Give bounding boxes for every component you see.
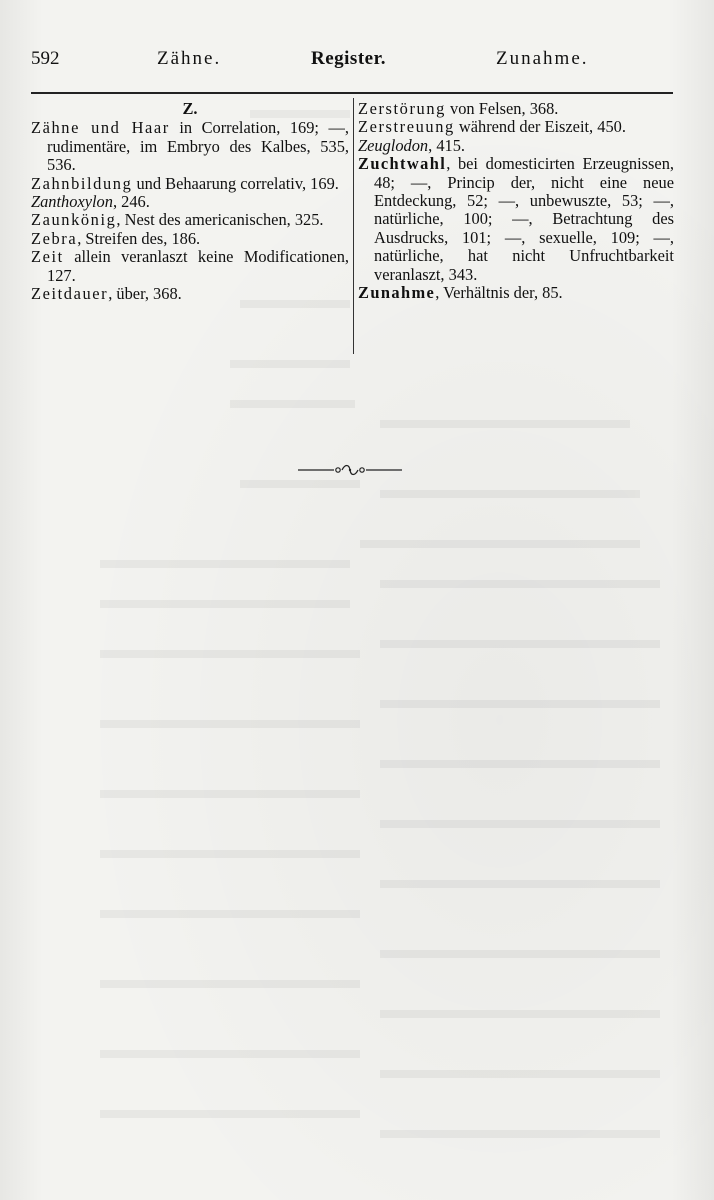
entry-headword: Zuchtwahl [358, 154, 447, 174]
entry-text: , 246. [112, 192, 150, 212]
index-entry [358, 155, 674, 284]
index-entry [358, 137, 674, 155]
entry-headword: Zaunkönig [31, 210, 117, 230]
entry-headword: Zeuglodon [358, 135, 429, 155]
header-first-word: Zähne. [157, 48, 222, 69]
entry-text: während der Eiszeit, 450. [454, 117, 626, 137]
entry-headword: Zunahme [358, 283, 436, 303]
index-entry [358, 100, 674, 118]
end-flourish-ornament [296, 460, 404, 480]
entry-headword: Zeit [31, 247, 64, 267]
index-entry [31, 248, 349, 285]
entry-text: , Streifen des, 186. [77, 228, 201, 248]
index-entry [358, 284, 674, 302]
entry-text: , 415. [428, 135, 466, 155]
entry-text: , Verhältnis der, 85. [435, 283, 563, 303]
index-entry [31, 119, 349, 174]
index-entry [358, 118, 674, 136]
entry-headword: Zebra [31, 228, 78, 248]
entry-text: , über, 368. [108, 284, 182, 304]
index-entry [31, 193, 349, 211]
index-entry [31, 175, 349, 193]
section-letter: Z. [182, 99, 198, 118]
entry-headword: Zahnbildung [31, 173, 133, 193]
right-column [358, 100, 674, 302]
entry-text: , Nest des americanischen, 325. [116, 210, 324, 230]
index-entry [31, 211, 349, 229]
page-number: 592 [31, 48, 60, 69]
header-rule [31, 92, 673, 94]
entry-text: und Behaarung correlativ, 169. [132, 173, 339, 193]
entry-headword: Zähne und Haar [31, 118, 170, 138]
entry-headword: Zerstreuung [358, 117, 455, 137]
header-last-word: Zunahme. [496, 48, 589, 69]
header-section-title: Register. [311, 48, 387, 69]
index-entry [31, 285, 349, 303]
entry-text: in Correlation, 169; —, rudimentäre, im Embryo des Kalbes, 535, 536. [47, 118, 349, 175]
running-header [31, 48, 671, 76]
entry-text: , bei domesticirten Erzeugnissen, 48; —, Princip der, nicht eine neue Entdeckung, 52; —, unbewuszte, 53; —, natürliche, 100; —, Betrachtung des Ausdrucks, 101; —, sexuelle, 109; —, natürliche, hat nicht Unfruchtbarkeit veranlaszt, 343. [374, 154, 674, 284]
left-column [31, 100, 349, 303]
entry-text: von Felsen, 368. [445, 99, 559, 118]
entry-headword: Zanthoxylon [31, 192, 113, 212]
entry-headword: Zerstörung [358, 99, 446, 118]
index-entry [31, 230, 349, 248]
entry-headword: Zeitdauer [31, 284, 109, 304]
column-divider [353, 98, 354, 354]
entry-text: allein veranlaszt keine Modificationen, 127. [47, 247, 349, 285]
